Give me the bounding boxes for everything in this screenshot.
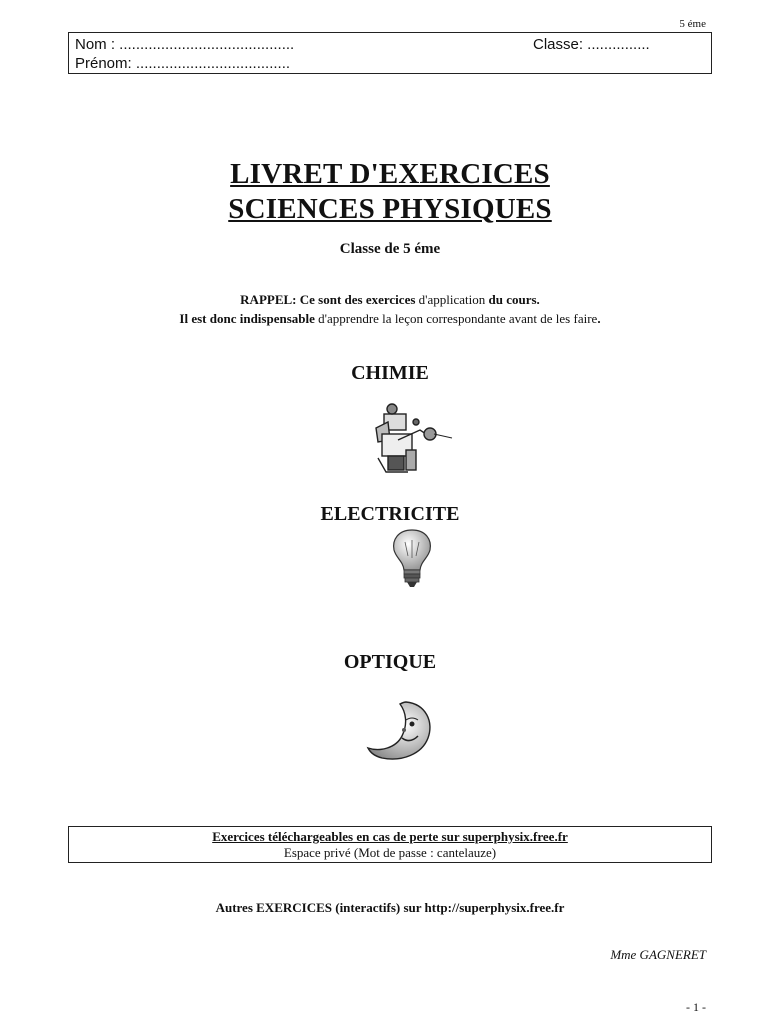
rappel-l1-regular: d'application [415, 292, 489, 307]
chemistry-apparatus-icon [368, 400, 458, 476]
title-line-1: LIVRET D'EXERCICES [230, 158, 550, 190]
class-subtitle: Classe de 5 éme [339, 241, 441, 257]
rappel-l1-bold-end: du cours. [488, 292, 540, 307]
level-tag: 5 éme [679, 18, 706, 30]
crescent-moon-icon [366, 700, 436, 762]
private-space-note: Espace privé (Mot de passe : cantelauze) [283, 845, 497, 860]
download-info-box [68, 826, 712, 863]
light-bulb-icon [390, 528, 434, 590]
rappel-line-2 [0, 311, 770, 327]
section-electricite: ELECTRICITE [320, 503, 460, 525]
rappel-l2-regular: d'apprendre la leçon correspondante avant de les faire [314, 311, 598, 326]
rappel-l2-period: . [597, 311, 601, 326]
nom-field: Nom : .......................................... [75, 36, 295, 53]
section-chimie: CHIMIE [351, 362, 429, 384]
title-line-2: SCIENCES PHYSIQUES [228, 193, 552, 225]
download-link-text[interactable]: Exercices téléchargeables en cas de perte sur superphysix.free.fr [212, 829, 568, 844]
page-number: - 1 - [686, 1000, 706, 1014]
rappel-l2-bold: Il est donc indispensable [179, 311, 315, 326]
classe-field: Classe: ............... [533, 36, 650, 53]
student-info-box [68, 32, 712, 74]
other-exercises-note: Autres EXERCICES (interactifs) sur http://superphysix.free.fr [215, 900, 565, 915]
rappel-line-1 [0, 292, 770, 308]
author-name: Mme GAGNERET [610, 947, 706, 962]
rappel-l1-bold: RAPPEL: Ce sont des exercices [240, 292, 416, 307]
section-optique: OPTIQUE [343, 651, 437, 673]
prenom-field: Prénom: ..................................... [75, 55, 291, 72]
